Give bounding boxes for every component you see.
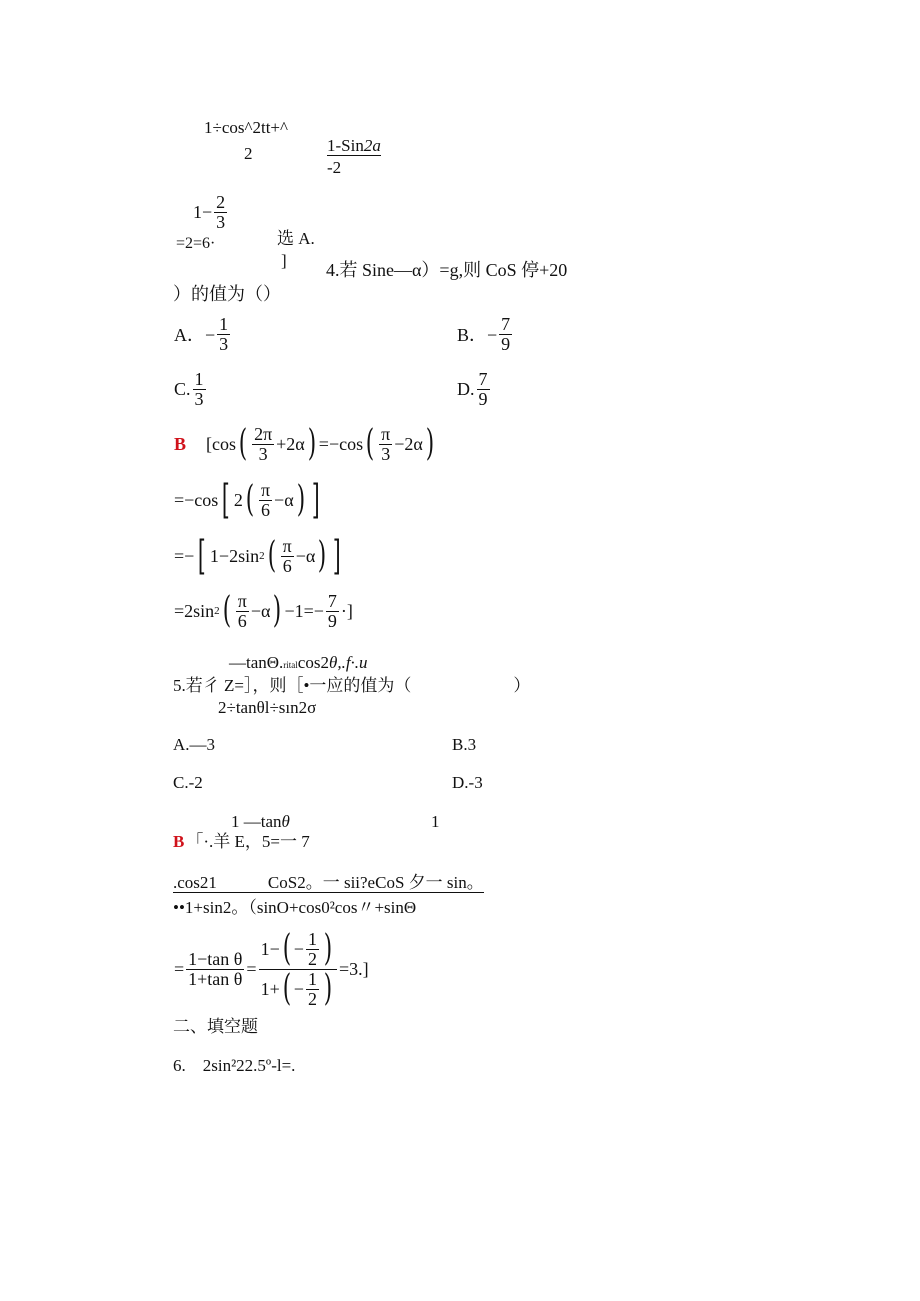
q5-option-c: C.-2 [173,773,203,792]
bracket-close: ] [281,251,287,270]
q5-option-a: A.—3 [173,735,216,754]
choose-answer-a: 选 A. [277,229,315,248]
question-5-text: 5.若彳 Z=］，则［•一应的值为（ ） [173,676,531,695]
q5-option-d: D.-3 [452,773,483,792]
q4-solution-line-3: =− [ 1−2sin 2 ( $\frac{\pi}{6}$ −α ) ] [174,533,342,579]
question-4-text: 4.若 Sine—α）=g,则 CoS 停+20 [326,260,568,280]
section-fill-in-blank-heading: 二、填空题 [173,1017,258,1036]
q4-solution-line-2: =−cos [ 2 ( $\frac{\pi}{6}$ −α ) ] [174,477,320,523]
q5-solution-top-right: 1 [431,812,440,831]
q5-top-fragment: —tanΘ.ritalcos2θ,.f·.u [229,653,368,672]
q5-solution-line-1: B 「·.羊 E，5=一 7 [173,832,310,851]
q5-solution-top: 1 —tanθ [231,812,290,831]
question-6-text: 6. 2sin²22.5º-l=. [173,1056,296,1075]
derivation-line-1: 1÷cos^2tt+^ [204,118,288,137]
q4-option-d: D. $\frac{7}{9}$ [457,369,488,409]
derivation-line-2: 2 [244,144,253,163]
derivation-denominator: -2 [327,158,342,177]
q5-solution-line-2: .cos21 CoS2。一 sii?eCoS 夕一 sin。 [173,873,484,892]
q5-final-fraction: = $\frac{\text{1−tan θ}}{\text{1+tan θ}}$ = 1− ( − $\frac{1}{2}$ ) 1+ ( − $\frac{1}{2}$ ) =3.] [174,928,369,1010]
q4-solution-line-4: =2sin 2 ( $\frac{\pi}{6}$ −α ) −1=− $\frac{7}{9}$ ·] [174,590,353,632]
q5-bottom-fragment: 2÷tanθl÷sın2σ [218,698,317,717]
q4-option-b: B．− $\frac{7}{9}$ [457,314,511,354]
derivation-line-6: =2=6· [176,235,216,252]
q4-answer-letter: B [174,433,187,454]
one-minus-two-thirds: 1− $\frac{2}{3}$ [193,192,226,232]
derivation-numerator: 1-Sin2a [327,136,381,155]
q5-solution-line-3: ••1+sin2。（sinO+cos0²cos〃+sinΘ [173,898,417,917]
q4-option-c: C. $\frac{1}{3}$ [174,369,204,409]
q5-option-b: B.3 [452,735,477,754]
question-4-text-cont: ）的值为（） [173,284,281,304]
q4-option-a: A．− $\frac{1}{3}$ [174,314,229,354]
q4-solution-line-1: B [cos ( $\frac{2\pi}{3}$ +2α ) =−cos ( $\frac{\pi}{3}$ −2α ) [174,423,435,465]
